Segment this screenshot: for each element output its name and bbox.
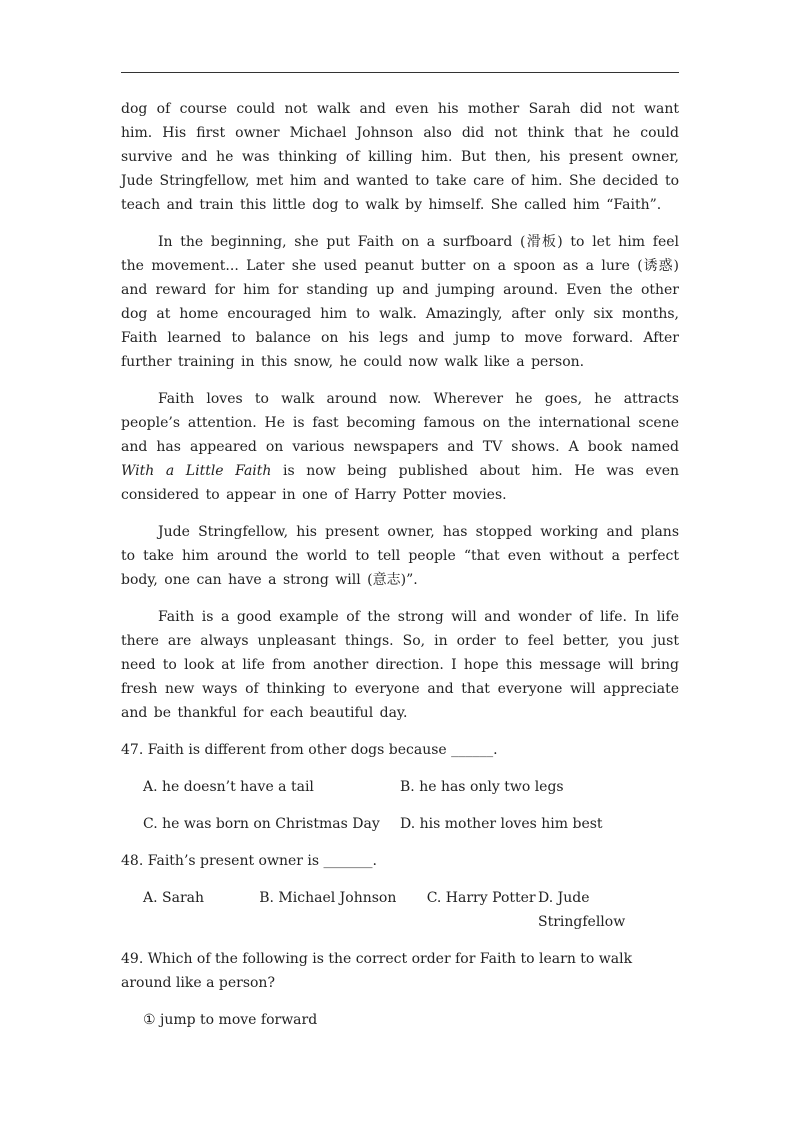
question-47-option-d: D. his mother loves him best	[400, 816, 603, 832]
question-47-stem: 47. Faith is different from other dogs because ______.	[121, 742, 498, 758]
question-48-stem: 48. Faith’s present owner is _______.	[121, 853, 377, 869]
question-48-option-c: C. Harry Potter	[426, 890, 536, 906]
document-body	[121, 97, 679, 1045]
paragraph-3-text-after: is now being published about him. He was even considered to appear in one of Harry Potter movies.	[121, 463, 680, 503]
header-rule	[121, 72, 679, 73]
passage-paragraph-1: dog of course could not walk and even his mother Sarah did not want him. His first owner Michael Johnson also did not think that he could survive and he was thinking of killing him. But then, his present owner, Jude Stringfellow, met him and wanted to take care of him. She decided to teach and train this little dog to walk by himself. She called him “Faith”.	[121, 101, 679, 213]
question-49-step-1: ① jump to move forward	[143, 1012, 318, 1028]
question-47-options-row-1	[121, 775, 679, 799]
question-47-option-a: A. he doesn’t have a tail	[143, 779, 314, 795]
question-47-option-b: B. he has only two legs	[400, 779, 564, 795]
question-48-option-a: A. Sarah	[143, 890, 205, 906]
passage-paragraph-2: In the beginning, she put Faith on a surfboard (滑板) to let him feel the movement... Later she used peanut butter on a spoon as a lure (诱惑) and reward for him for standing up and jumping around. Even the other dog at home encouraged him to walk. Amazingly, after only six months, Faith learned to balance on his legs and jump to move forward. After further training in this snow, he could now walk like a person.	[121, 234, 679, 370]
question-48-option-d: D. Jude Stringfellow	[538, 890, 626, 930]
question-47-option-c: C. he was born on Christmas Day	[143, 816, 380, 832]
question-49-stem: 49. Which of the following is the correct order for Faith to learn to walk around like a person?	[121, 951, 633, 991]
question-48-options	[121, 886, 679, 934]
passage-paragraph-3	[121, 387, 679, 507]
question-48-option-b: B. Michael Johnson	[259, 890, 397, 906]
question-47-options-row-2	[121, 812, 679, 836]
book-title: With a Little Faith	[121, 463, 272, 479]
passage-paragraph-5: Faith is a good example of the strong will and wonder of life. In life there are always unpleasant things. So, in order to feel better, you just need to look at life from another direction. I hope this message will bring fresh new ways of thinking to everyone and that everyone will appreciate and be thankful for each beautiful day.	[121, 609, 679, 721]
paragraph-3-text-before: Faith loves to walk around now. Wherever he goes, he attracts people’s attention. He is fast becoming famous on the international scene and has appeared on various newspapers and TV shows. A book named	[121, 391, 679, 455]
passage-paragraph-4: Jude Stringfellow, his present owner, has stopped working and plans to take him around the world to tell people “that even without a perfect body, one can have a strong will (意志)”.	[121, 524, 679, 588]
